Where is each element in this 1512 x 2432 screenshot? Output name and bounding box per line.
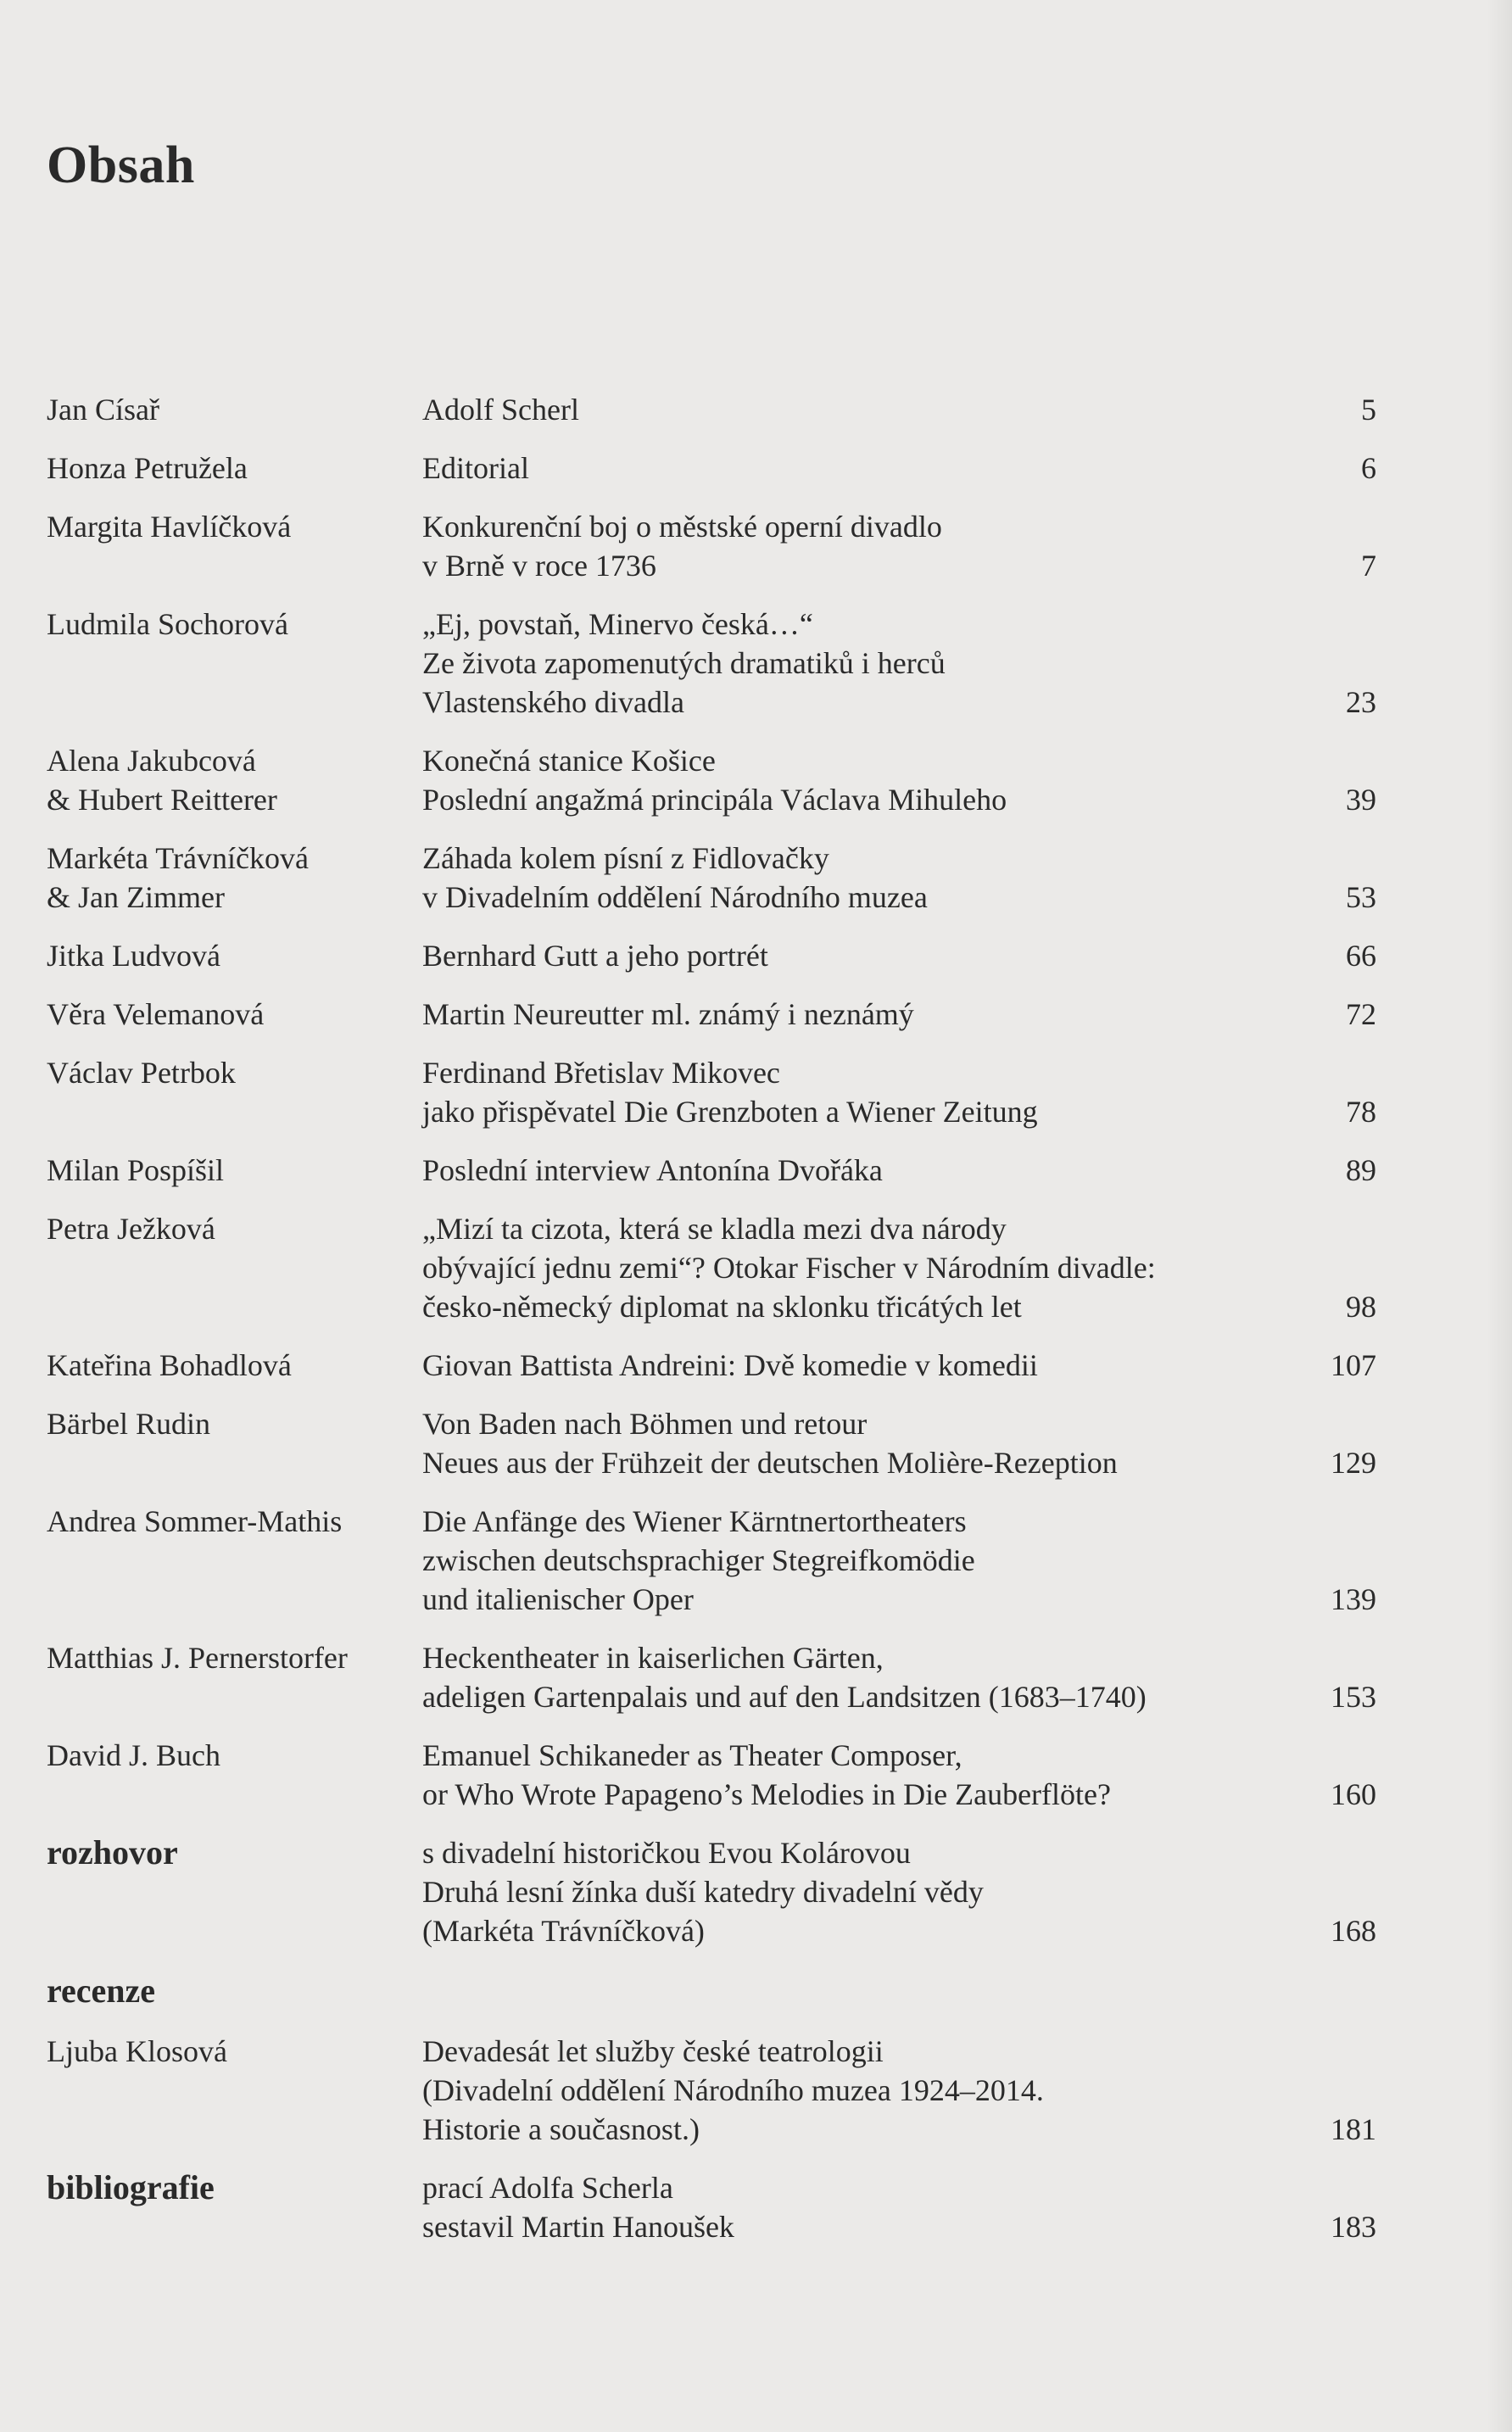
entry-page: 129 [1331, 1446, 1376, 1480]
entry-title: Editorial [422, 451, 529, 485]
entry-page: 53 [1346, 880, 1376, 914]
toc-entry [47, 1053, 1376, 1131]
entry-page: 39 [1346, 783, 1376, 817]
entry-author: Petra Ježková [47, 1212, 215, 1246]
entry-page: 98 [1346, 1290, 1376, 1324]
entry-author: Ludmila Sochorová [47, 607, 288, 641]
entry-title: Konkurenční boj o městské operní divadlo v Brně v roce 1736 [422, 510, 942, 583]
entry-page: 6 [1361, 451, 1376, 485]
entry-title: Giovan Battista Andreini: Dvě komedie v komedii [422, 1348, 1038, 1382]
entry-author: Milan Pospíšil [47, 1153, 225, 1187]
entry-author: Jitka Ludvová [47, 939, 220, 973]
entry-title: Emanuel Schikaneder as Theater Composer, or Who Wrote Papageno’s Melodies in Die Zauberflöte? [422, 1738, 1111, 1811]
entry-title: „Ej, povstaň, Minervo česká…“ Ze života zapomenutých dramatiků i herců Vlastenského divadla [422, 607, 946, 719]
entry-title: Bernhard Gutt a jeho portrét [422, 939, 768, 973]
entry-author: Margita Havlíčková [47, 510, 292, 544]
toc-entry [47, 1209, 1376, 1326]
entry-page: 66 [1346, 939, 1376, 973]
toc-entry [47, 449, 1376, 488]
entry-author: David J. Buch [47, 1738, 220, 1772]
page-title: Obsah [47, 137, 195, 194]
entry-author: Kateřina Bohadlová [47, 1348, 292, 1382]
entry-title: Von Baden nach Böhmen und retour Neues aus der Frühzeit der deutschen Molière-Rezeption [422, 1407, 1118, 1480]
toc-entry [47, 1502, 1376, 1619]
toc-entry [47, 1638, 1376, 1716]
toc-section-entry [47, 1833, 1376, 1950]
entry-author: Bärbel Rudin [47, 1407, 210, 1441]
toc-entry [47, 936, 1376, 975]
entry-author: Markéta Trávníčková & Jan Zimmer [47, 841, 309, 914]
entry-title: s divadelní historičkou Evou Kolárovou Druhá lesní žínka duší katedry divadelní vědy (Markéta Trávníčková) [422, 1836, 984, 1948]
entry-title: Adolf Scherl [422, 393, 579, 427]
entry-author: Jan Císař [47, 393, 159, 427]
toc-entry [47, 1151, 1376, 1190]
section-label: recenze [47, 1972, 156, 2010]
entry-page: 72 [1346, 997, 1376, 1031]
entry-page: 89 [1346, 1153, 1376, 1187]
entry-title: Devadesát let služby české teatrologii (Divadelní oddělení Národního muzea 1924–2014. Historie a současnost.) [422, 2034, 1044, 2146]
entry-page: 153 [1331, 1680, 1376, 1714]
entry-author: Andrea Sommer-Mathis [47, 1504, 343, 1538]
toc-entry [47, 507, 1376, 585]
entry-title: Konečná stanice Košice Poslední angažmá principála Václava Mihuleho [422, 744, 1007, 817]
toc-entry [47, 741, 1376, 819]
entry-title: Ferdinand Břetislav Mikovec jako přispěvatel Die Grenzboten a Wiener Zeitung [422, 1056, 1038, 1129]
toc-entry [47, 605, 1376, 722]
toc-entry [47, 2032, 1376, 2149]
section-label: rozhovor [47, 1833, 178, 1871]
toc-entry [47, 390, 1376, 429]
entry-author: Alena Jakubcová & Hubert Reitterer [47, 744, 277, 817]
entry-title: Heckentheater in kaiserlichen Gärten, adeligen Gartenpalais und auf den Landsitzen (1683–1740) [422, 1641, 1147, 1714]
toc-section-entry [47, 1972, 1376, 2011]
entry-author: Věra Velemanová [47, 997, 265, 1031]
entry-title: Záhada kolem písní z Fidlovačky v Divadelním oddělení Národního muzea [422, 841, 928, 914]
table-of-contents [47, 390, 1376, 2246]
toc-entry [47, 1346, 1376, 1385]
entry-title [422, 1972, 1376, 2011]
entry-title: Die Anfänge des Wiener Kärntnertortheaters zwischen deutschsprachiger Stegreifkomödie und italienischer Oper [422, 1504, 975, 1616]
entry-page: 78 [1346, 1095, 1376, 1129]
entry-page: 139 [1331, 1582, 1376, 1616]
entry-title: „Mizí ta cizota, která se kladla mezi dva národy obývající jednu zemi“? Otokar Fischer v Národním divadle: česko-německý diplomat na sklonku třicátých let [422, 1212, 1156, 1324]
entry-page: 160 [1331, 1777, 1376, 1811]
entry-page: 168 [1331, 1914, 1376, 1948]
entry-title: prací Adolfa Scherla sestavil Martin Hanoušek [422, 2171, 734, 2244]
section-label: bibliografie [47, 2168, 215, 2206]
entry-page: 23 [1346, 685, 1376, 719]
toc-section-entry [47, 2168, 1376, 2246]
entry-author: Matthias J. Pernerstorfer [47, 1641, 348, 1675]
entry-author: Václav Petrbok [47, 1056, 236, 1090]
toc-entry [47, 1736, 1376, 1814]
entry-page: 107 [1331, 1348, 1376, 1382]
page-edge-shadow [1487, 0, 1512, 2432]
toc-entry [47, 839, 1376, 917]
entry-title: Poslední interview Antonína Dvořáka [422, 1153, 883, 1187]
toc-entry [47, 1404, 1376, 1482]
entry-title: Martin Neureutter ml. známý i neznámý [422, 997, 914, 1031]
entry-page: 5 [1361, 393, 1376, 427]
entry-page: 7 [1361, 549, 1376, 583]
entry-page: 183 [1331, 2210, 1376, 2244]
entry-author: Honza Petružela [47, 451, 248, 485]
entry-author: Ljuba Klosová [47, 2034, 227, 2068]
toc-entry [47, 995, 1376, 1034]
entry-page: 181 [1331, 2112, 1376, 2146]
